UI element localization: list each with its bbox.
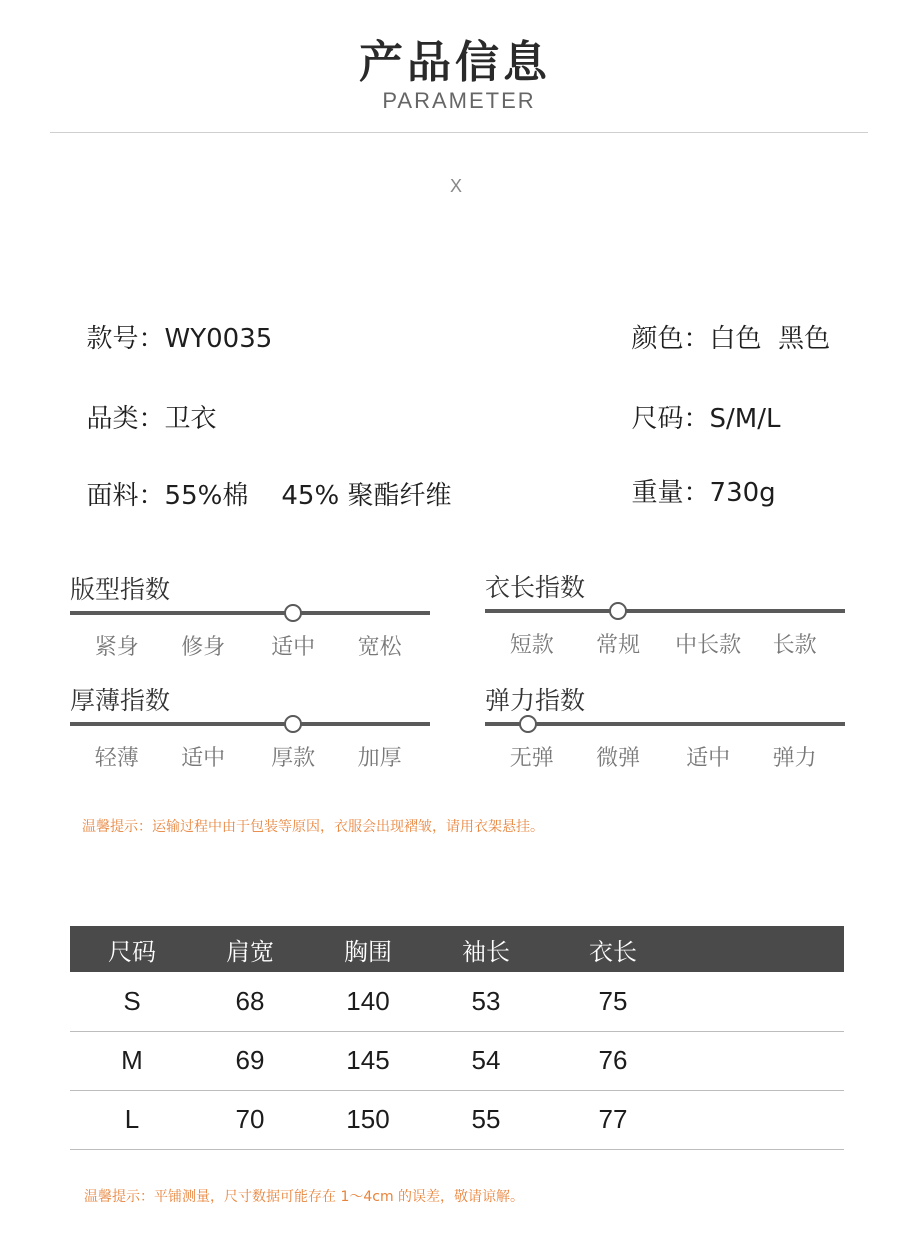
index-level: 常规 — [596, 633, 641, 658]
index-level: 长款 — [772, 633, 817, 658]
spec-label: 重量： — [631, 478, 710, 508]
index-fit — [70, 570, 430, 662]
spec-label: 尺码： — [631, 404, 710, 434]
index-level: 轻薄 — [94, 746, 139, 771]
close-icon[interactable]: X — [450, 176, 463, 196]
spec-fabric — [70, 445, 451, 512]
page-subtitle: PARAMETER — [382, 88, 536, 113]
table-header-row — [70, 926, 844, 972]
index-levels — [485, 628, 845, 660]
table-row — [70, 972, 844, 1031]
index-level: 宽松 — [357, 635, 402, 660]
page-title: 产品信息 — [359, 37, 551, 88]
index-track — [485, 715, 845, 733]
spec-weight — [615, 442, 776, 509]
index-knob — [284, 715, 302, 733]
table-cell: L — [70, 1090, 194, 1149]
spec-value: WY0035 — [164, 324, 273, 354]
index-title: 版型指数 — [70, 575, 171, 604]
table-cell: 70 — [194, 1090, 306, 1149]
spec-size — [615, 368, 781, 435]
spec-value: 730g — [709, 478, 776, 508]
spec-label: 品类： — [86, 404, 165, 434]
spec-value: 白色 黑色 — [709, 324, 831, 354]
index-level: 紧身 — [94, 635, 139, 660]
spec-value: 卫衣 — [164, 404, 217, 434]
index-stretch — [485, 681, 845, 773]
index-track — [485, 602, 845, 620]
spec-category — [70, 368, 217, 435]
spec-label: 颜色： — [631, 324, 710, 354]
index-level: 微弹 — [596, 746, 641, 771]
index-levels — [70, 630, 430, 662]
index-level: 无弹 — [509, 746, 554, 771]
index-title: 弹力指数 — [485, 686, 586, 715]
index-title: 衣长指数 — [485, 573, 586, 602]
table-cell: 75 — [542, 972, 684, 1031]
index-length — [485, 568, 845, 660]
index-title: 厚薄指数 — [70, 686, 171, 715]
index-level: 弹力 — [772, 746, 817, 771]
index-levels — [70, 741, 430, 773]
measure-note: 温馨提示：平铺测量，尺寸数据可能存在 1～4cm 的误差，敬请谅解。 — [84, 1189, 525, 1205]
spec-value: 55%棉 45% 聚酯纤维 — [164, 481, 452, 511]
index-levels — [485, 741, 845, 773]
table-cell: 140 — [306, 972, 430, 1031]
table-header-cell: 尺码 — [108, 937, 156, 966]
index-track — [70, 604, 430, 622]
table-header-cell: 胸围 — [344, 937, 392, 966]
table-header-cell: 衣长 — [589, 937, 637, 966]
index-level: 修身 — [181, 635, 226, 660]
table-cell: 55 — [430, 1090, 542, 1149]
table-cell: 145 — [306, 1031, 430, 1090]
spec-style-no — [70, 288, 272, 355]
index-track — [70, 715, 430, 733]
table-header-cell: 袖长 — [462, 937, 510, 966]
table-cell: 54 — [430, 1031, 542, 1090]
table-cell — [684, 1031, 844, 1090]
table-cell — [684, 972, 844, 1031]
header-divider — [50, 132, 868, 133]
index-level: 中长款 — [675, 633, 742, 658]
table-header-cell — [684, 926, 844, 972]
index-knob — [609, 602, 627, 620]
table-row — [70, 1090, 844, 1149]
table-cell: 76 — [542, 1031, 684, 1090]
index-level: 短款 — [509, 633, 554, 658]
index-level: 加厚 — [357, 746, 402, 771]
spec-value: S/M/L — [709, 404, 781, 434]
index-thickness — [70, 681, 430, 773]
table-header-cell: 肩宽 — [226, 937, 274, 966]
table-cell: M — [70, 1031, 194, 1090]
table-cell — [684, 1090, 844, 1149]
spec-label: 款号： — [86, 324, 165, 354]
table-cell: 150 — [306, 1090, 430, 1149]
spec-color — [615, 288, 830, 355]
index-level: 适中 — [271, 635, 316, 660]
index-level: 适中 — [181, 746, 226, 771]
size-table — [70, 926, 844, 1150]
table-cell: 69 — [194, 1031, 306, 1090]
index-level: 厚款 — [271, 746, 316, 771]
shipping-note: 温馨提示：运输过程中由于包装等原因，衣服会出现褶皱，请用衣架悬挂。 — [82, 819, 544, 835]
table-cell: S — [70, 972, 194, 1031]
table-cell: 53 — [430, 972, 542, 1031]
table-cell: 68 — [194, 972, 306, 1031]
table-cell: 77 — [542, 1090, 684, 1149]
index-knob — [519, 715, 537, 733]
index-level: 适中 — [686, 746, 731, 771]
index-knob — [284, 604, 302, 622]
table-row — [70, 1031, 844, 1090]
spec-label: 面料： — [86, 481, 165, 511]
